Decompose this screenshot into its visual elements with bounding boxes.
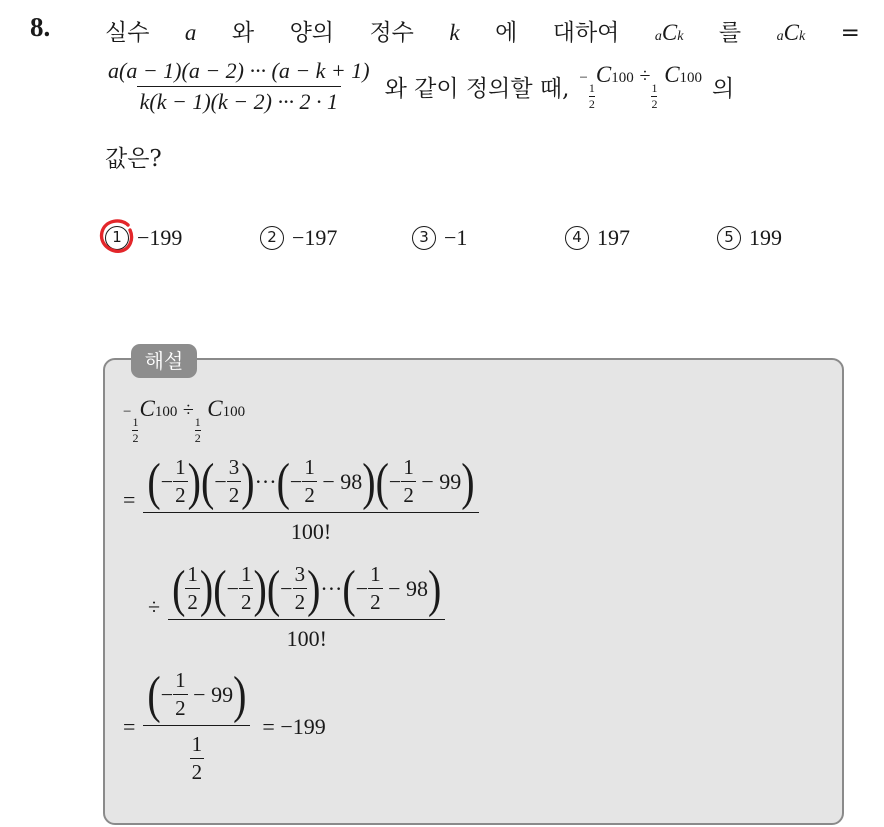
choice-4-value: 197 bbox=[597, 225, 630, 250]
question-line-2 bbox=[105, 58, 865, 115]
choice-3-value: −1 bbox=[444, 225, 468, 250]
word-e: 에 bbox=[495, 20, 518, 46]
solution-fraction-1: ( − $\frac{1}{2}$ ) ( − $\frac{3}{2}$ ) ··· ( − $\frac{1}{2}$ − 98 ) ( − $\frac{1}{2}$ − 99 ) 100! bbox=[143, 455, 478, 545]
word-wa: 와 bbox=[231, 20, 255, 46]
solution-fraction-2: ( 1 2 ) ( − $\frac{1}{2}$ ) ( − $\frac{3}{2}$ ) ··· ( − $\frac{1}{2}$ − 98 ) 100! bbox=[168, 562, 445, 652]
solution-step-1: = ( − $\frac{1}{2}$ ) ( − $\frac{3}{2}$ ) ··· ( − $\frac{1}{2}$ − 98 ) ( − $\frac{1}{2}$ − 99 ) 100! bbox=[123, 455, 479, 545]
question-line-1 bbox=[105, 14, 860, 47]
choice-5[interactable] bbox=[717, 225, 782, 251]
var-k: k bbox=[449, 20, 460, 45]
word-reul: 를 bbox=[718, 20, 742, 46]
expression: − $\frac{1}{2}$ C100 ÷ $\frac{1}{2}$ C100 bbox=[579, 61, 703, 111]
text-end: 의 bbox=[712, 76, 735, 102]
solution-fraction-3: ( − $\frac{1}{2}$ − 99 ) $\frac{1}{2}$ bbox=[143, 668, 250, 785]
choice-4[interactable] bbox=[565, 225, 630, 251]
question-number: 8. bbox=[30, 12, 51, 42]
word-real: 실수 bbox=[105, 20, 150, 46]
choice-1-value: −199 bbox=[137, 225, 183, 250]
var-a: a bbox=[184, 20, 197, 45]
symbol-aCk-1: aCk bbox=[654, 20, 684, 45]
solution-step-2: ÷ ( 1 2 ) ( − $\frac{1}{2}$ ) ( − $\frac{3}{2}$ ) ··· ( − $\frac{1}{2}$ − 98 ) 100! bbox=[148, 562, 445, 652]
choice-3-number: 3 bbox=[412, 226, 436, 250]
choice-4-number: 4 bbox=[565, 226, 589, 250]
word-for: 대하여 bbox=[552, 20, 620, 46]
choice-1-number: 1 bbox=[105, 226, 129, 250]
question-line-3: 값은? bbox=[105, 146, 162, 172]
equals-sign: = bbox=[840, 20, 860, 46]
solution-tag: 해설 bbox=[131, 344, 197, 378]
word-positive: 양의 bbox=[289, 20, 334, 46]
choice-5-number: 5 bbox=[717, 226, 741, 250]
solution-expression: − $\frac{1}{2}$ C100 ÷ $\frac{1}{2}$ C100 bbox=[123, 396, 246, 445]
definition-fraction bbox=[105, 58, 373, 115]
choice-3[interactable] bbox=[412, 225, 467, 251]
definition-numerator: a(a − 1)(a − 2) ··· (a − k + 1) bbox=[108, 58, 370, 83]
choice-2[interactable] bbox=[260, 225, 337, 251]
definition-denominator: k(k − 1)(k − 2) ··· 2 · 1 bbox=[137, 86, 341, 115]
word-integer: 정수 bbox=[369, 20, 414, 46]
text-mid: 와 같이 정의할 때, bbox=[384, 76, 570, 102]
choice-5-value: 199 bbox=[749, 225, 782, 250]
solution-result: = −199 bbox=[262, 713, 326, 739]
choice-1[interactable] bbox=[105, 225, 182, 251]
choice-2-value: −197 bbox=[292, 225, 338, 250]
choice-2-number: 2 bbox=[260, 226, 284, 250]
answer-mark-icon bbox=[97, 217, 137, 257]
symbol-aCk-2: aCk bbox=[776, 20, 806, 45]
solution-step-3: = ( − $\frac{1}{2}$ − 99 ) $\frac{1}{2}$ = −199 bbox=[123, 664, 326, 784]
